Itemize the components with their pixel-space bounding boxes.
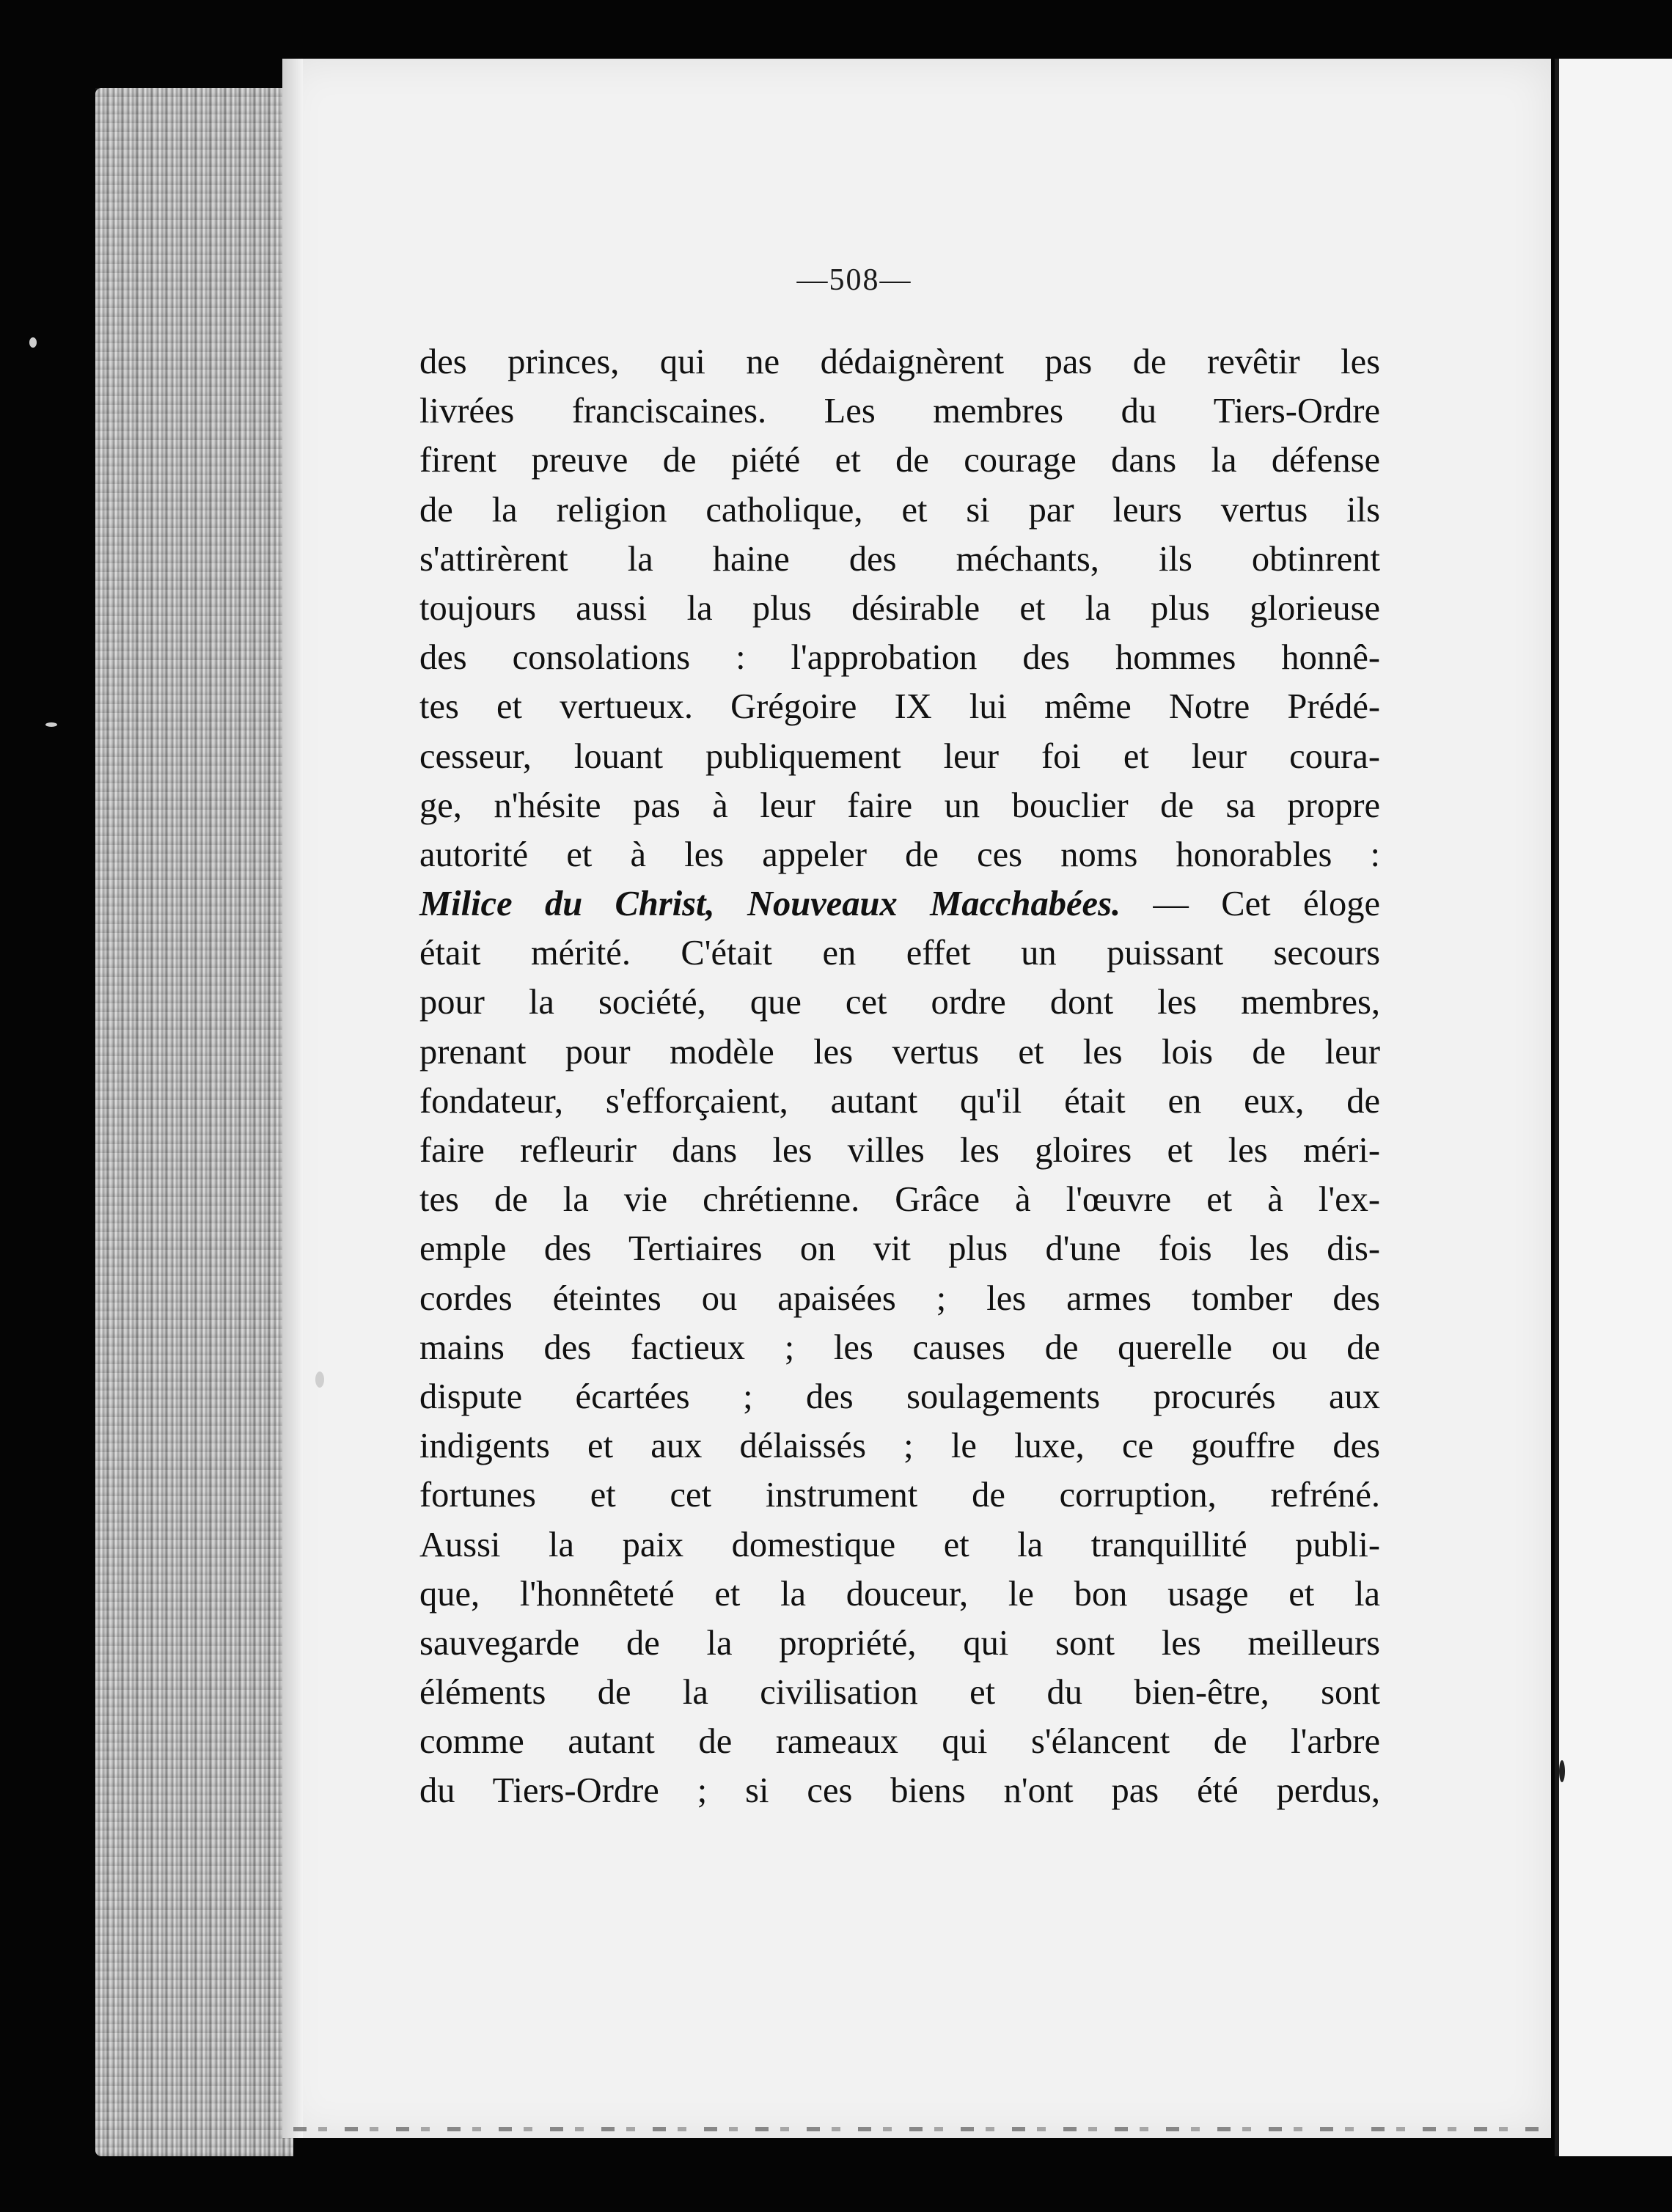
page-block-edge xyxy=(95,88,293,2156)
text-line: fondateur, s'efforçaient, autant qu'il était en eux, de xyxy=(419,1081,1380,1121)
scan-speck xyxy=(45,722,57,727)
text-line: livrées franciscaines. Les membres du Tiers-Ordre xyxy=(419,392,1380,431)
text-line: cordes éteintes ou apaisées ; les armes tomber des xyxy=(419,1278,1380,1318)
text-line: cesseur, louant publiquement leur foi et leur coura- xyxy=(419,736,1380,776)
text-line: du Tiers-Ordre ; si ces biens n'ont pas été perdus, xyxy=(419,1771,1380,1811)
text-line: éléments de la civilisation et du bien-être, sont xyxy=(419,1673,1380,1713)
text-line: des consolations : l'approbation des hommes honnê- xyxy=(419,638,1380,678)
text-line: comme autant de rameaux qui s'élancent de l'arbre xyxy=(419,1722,1380,1762)
text-line: ge, n'hésite pas à leur faire un bouclier de sa propre xyxy=(419,785,1380,825)
text-line: prenant pour modèle les vertus et les lois de leur xyxy=(419,1032,1380,1072)
text-line: firent preuve de piété et de courage dans la défense xyxy=(419,441,1380,480)
text-line: autorité et à les appeler de ces noms honorables : xyxy=(419,835,1380,874)
italic-quote: Milice du Christ, Nouveaux Macchabées. xyxy=(419,885,1121,924)
text-fragment: — Cet éloge xyxy=(1121,885,1380,924)
text-line: que, l'honnêteté et la douceur, le bon usage et la xyxy=(419,1574,1380,1614)
text-line: tes de la vie chrétienne. Grâce à l'œuvre et à l'ex- xyxy=(419,1180,1380,1220)
text-line: sauvegarde de la propriété, qui sont les meilleurs xyxy=(419,1623,1380,1663)
page-number: —508— xyxy=(796,263,912,297)
text-line: emple des Tertiaires on vit plus d'une fois les dis- xyxy=(419,1229,1380,1269)
text-line: pour la société, que cet ordre dont les membres, xyxy=(419,983,1380,1022)
scan-speck xyxy=(1559,1760,1565,1782)
text-line: indigents et aux délaissés ; le luxe, ce gouffre des xyxy=(419,1427,1380,1466)
text-line: faire refleurir dans les villes les gloires et les méri- xyxy=(419,1131,1380,1170)
scan-speck xyxy=(315,1371,324,1388)
text-line: tes et vertueux. Grégoire IX lui même Notre Prédé- xyxy=(419,687,1380,727)
facing-page-edge xyxy=(1555,59,1672,2156)
body-text xyxy=(419,337,1380,1816)
text-line: s'attirèrent la haine des méchants, ils obtinrent xyxy=(419,539,1380,579)
page-bottom-edge xyxy=(293,2127,1540,2131)
text-line: mains des factieux ; les causes de querelle ou de xyxy=(419,1327,1380,1367)
text-line: de la religion catholique, et si par leurs vertus ils xyxy=(419,490,1380,530)
text-line: fortunes et cet instrument de corruption, refréné. xyxy=(419,1476,1380,1515)
text-line: Aussi la paix domestique et la tranquillité publi- xyxy=(419,1525,1380,1564)
text-line: était mérité. C'était en effet un puissant secours xyxy=(419,934,1380,973)
text-line: toujours aussi la plus désirable et la plus glorieuse xyxy=(419,588,1380,628)
text-line: des princes, qui ne dédaignèrent pas de revêtir les xyxy=(419,343,1380,381)
text-line-italic-quote xyxy=(419,879,1380,929)
scan-speck xyxy=(29,337,37,348)
text-line: dispute écartées ; des soulagements procurés aux xyxy=(419,1377,1380,1416)
